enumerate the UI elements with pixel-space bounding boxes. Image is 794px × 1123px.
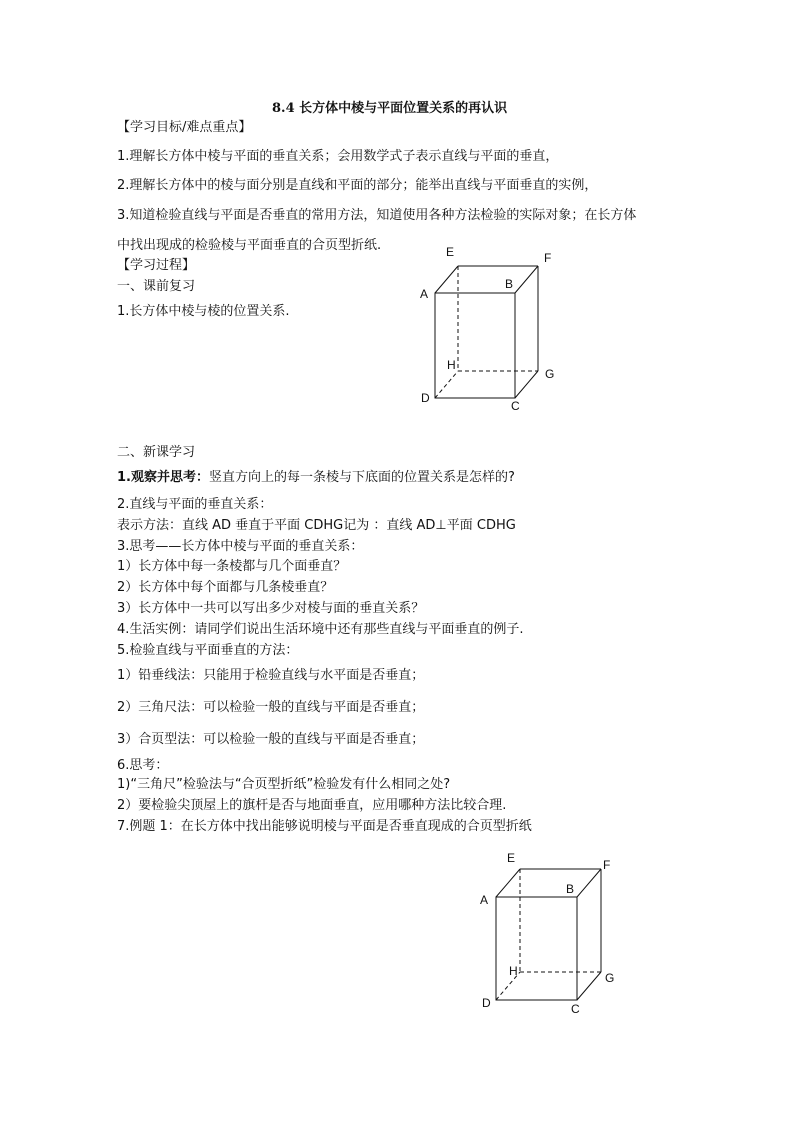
observe-question bbox=[117, 470, 515, 486]
cuboid-front-face-2 bbox=[496, 897, 577, 1000]
example-1: 7.例题 1：在长方体中找出能够说明棱与平面是否垂直现成的合页型折纸 bbox=[117, 819, 532, 834]
observe-label: 1.观察并思考： bbox=[117, 470, 209, 485]
label-G: G bbox=[545, 367, 555, 381]
method-1: 1）铅垂线法：只能用于检验直线与水平面是否垂直； bbox=[117, 668, 425, 683]
label-A-2: A bbox=[480, 893, 489, 907]
label-D: D bbox=[421, 391, 430, 405]
edge-CG-2 bbox=[577, 972, 601, 1000]
label-B: B bbox=[505, 277, 514, 291]
label-F: F bbox=[544, 251, 552, 265]
think-item-1: 1）长方体中每一条棱都与几个面垂直？ bbox=[117, 559, 347, 574]
think2-heading: 6.思考： bbox=[117, 758, 169, 773]
cuboid-diagram-bottom bbox=[474, 845, 654, 1025]
cuboid-diagram-top bbox=[410, 238, 590, 418]
goal-1: 1.理解长方体中棱与平面的垂直关系；会用数学式子表示直线与平面的垂直， bbox=[117, 149, 559, 164]
label-B-2: B bbox=[566, 882, 575, 896]
edge-AE-2 bbox=[496, 869, 520, 897]
section-goals-heading: 【学习目标/难点重点】 bbox=[117, 120, 252, 135]
review-heading: 一、课前复习 bbox=[117, 279, 196, 294]
think-heading: 3.思考——长方体中棱与平面的垂直关系： bbox=[117, 539, 364, 554]
edge-BF bbox=[515, 266, 538, 293]
methods-heading: 5.检验直线与平面垂直的方法： bbox=[117, 643, 299, 658]
life-example: 4.生活实例：请同学们说出生活环境中还有那些直线与平面垂直的例子. bbox=[117, 622, 524, 637]
label-A: A bbox=[420, 287, 429, 301]
label-C-2: C bbox=[571, 1002, 580, 1016]
cuboid-front-face bbox=[435, 293, 515, 398]
perp-heading: 2.直线与平面的垂直关系： bbox=[117, 497, 273, 512]
label-E: E bbox=[446, 245, 455, 259]
think-item-2: 2）长方体中每个面都与几条棱垂直？ bbox=[117, 580, 334, 595]
observe-text: 竖直方向上的每一条棱与下底面的位置关系是怎样的? bbox=[208, 470, 515, 485]
goal-3: 3.知道检验直线与平面是否垂直的常用方法，知道使用各种方法检验的实际对象；在长方体 bbox=[117, 208, 637, 223]
think2-item-1: 1)“三角尺”检验法与“合页型折纸”检验发有什么相同之处? bbox=[117, 777, 451, 792]
think2-item-2: 2）要检验尖顶屋上的旗杆是否与地面垂直，应用哪种方法比较合理. bbox=[117, 798, 507, 813]
edge-AE bbox=[435, 266, 458, 293]
edge-BF-2 bbox=[577, 869, 601, 897]
label-H: H bbox=[447, 358, 456, 372]
label-F-2: F bbox=[603, 858, 611, 872]
review-item-1: 1.长方体中棱与棱的位置关系. bbox=[117, 304, 290, 319]
section-process-heading: 【学习过程】 bbox=[117, 258, 196, 273]
method-3: 3）合页型法：可以检验一般的直线与平面是否垂直； bbox=[117, 732, 425, 747]
label-C: C bbox=[511, 399, 520, 413]
notation-line: 表示方法：直线 AD 垂直于平面 CDHG记为 ：直线 AD⊥平面 CDHG bbox=[117, 518, 516, 533]
new-lesson-heading: 二、新课学习 bbox=[117, 445, 196, 460]
goal-3-continued: 中找出现成的检验棱与平面垂直的合页型折纸. bbox=[117, 238, 382, 253]
edge-CG bbox=[515, 371, 538, 398]
page-title: 8.4 长方体中棱与平面位置关系的再认识 bbox=[272, 101, 508, 116]
label-H-2: H bbox=[509, 964, 518, 978]
label-E-2: E bbox=[507, 851, 516, 865]
label-G-2: G bbox=[605, 971, 615, 985]
method-2: 2）三角尺法：可以检验一般的直线与平面是否垂直； bbox=[117, 700, 425, 715]
goal-2: 2.理解长方体中的棱与面分别是直线和平面的部分；能举出直线与平面垂直的实例， bbox=[117, 178, 598, 193]
think-item-3: 3）长方体中一共可以写出多少对棱与面的垂直关系？ bbox=[117, 601, 425, 616]
hidden-edge-DH bbox=[435, 371, 458, 398]
label-D-2: D bbox=[482, 996, 491, 1010]
